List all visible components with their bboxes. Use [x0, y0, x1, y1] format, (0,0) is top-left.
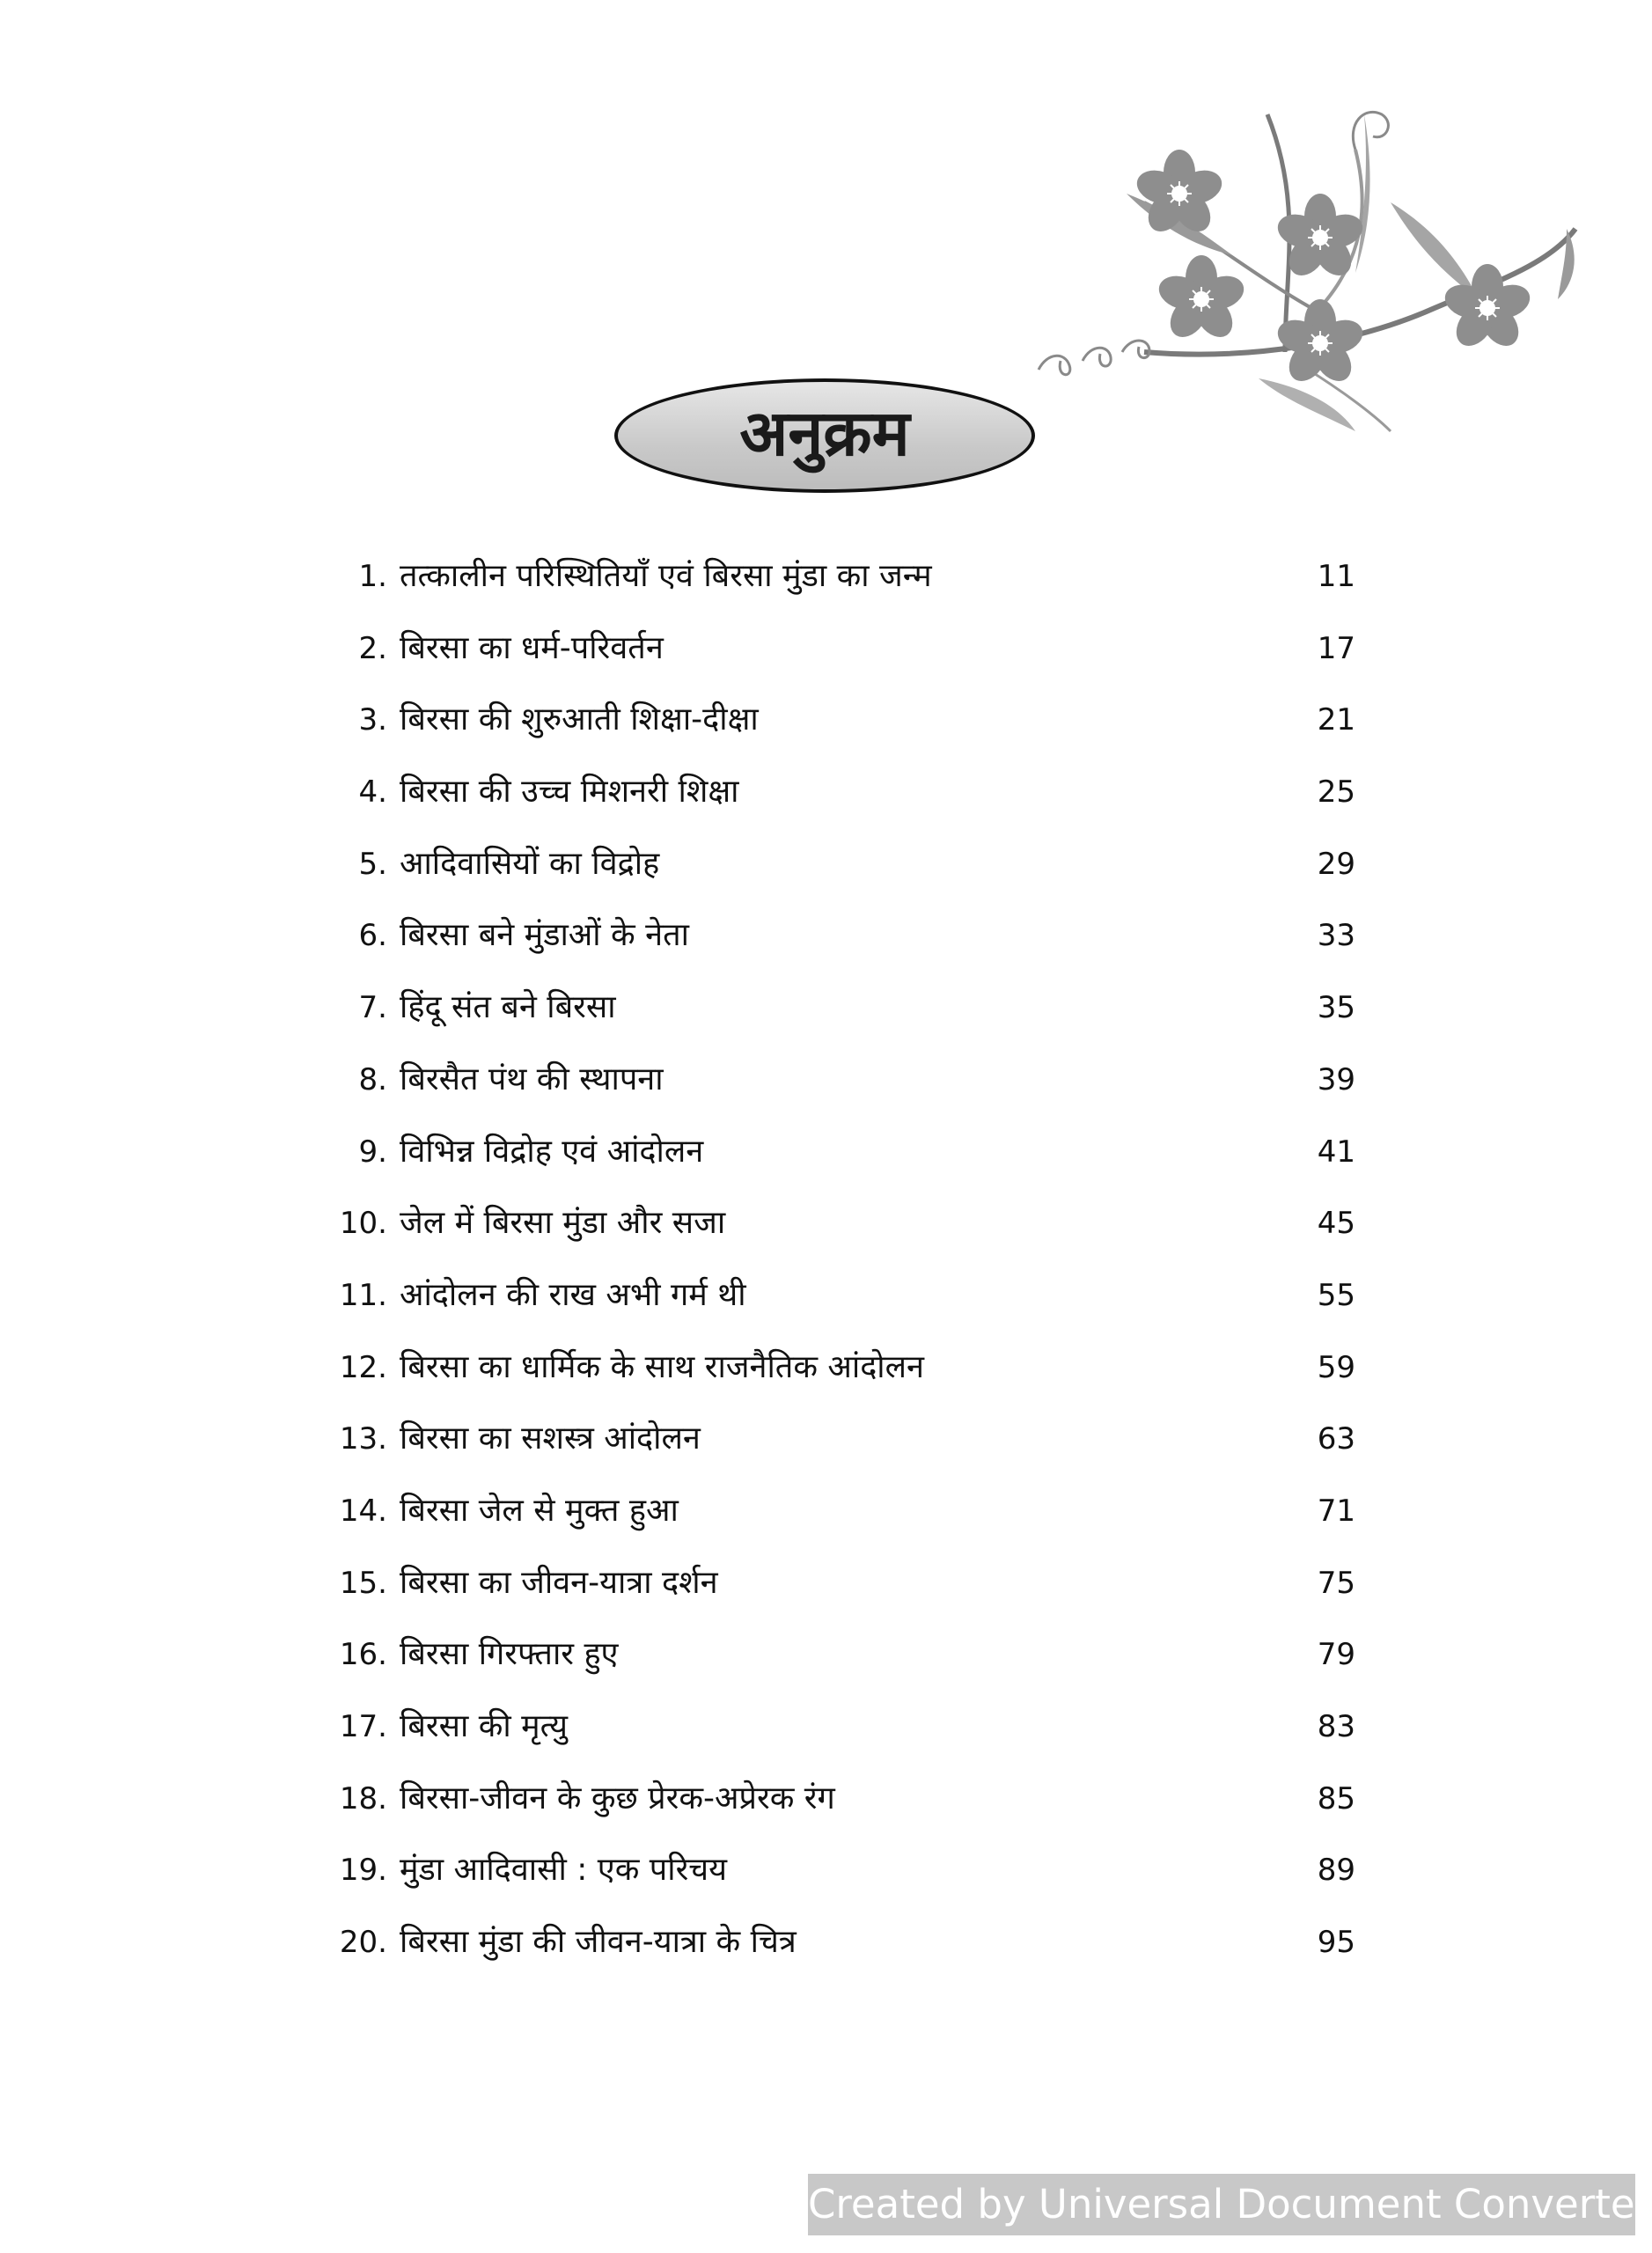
toc-entry-number: 15. — [339, 1565, 387, 1601]
toc-entry-number: 1. — [358, 559, 387, 594]
toc-entry-page-number: 21 — [1317, 702, 1355, 738]
toc-entry — [317, 840, 1355, 913]
toc-entry-number: 13. — [339, 1421, 387, 1457]
toc-entry-page-number: 29 — [1317, 846, 1355, 882]
toc-entry-title: तत्कालीन परिस्थितियाँ एवं बिरसा मुंडा का जन्म — [400, 558, 932, 594]
toc-entry-page-number: 25 — [1317, 774, 1355, 811]
toc-entry-page-number: 55 — [1317, 1277, 1355, 1313]
toc-entry-title: हिंदू संत बने बिरसा — [400, 989, 616, 1026]
toc-entry — [317, 1487, 1355, 1559]
toc-entry-title: बिरसा-जीवन के कुछ प्रेरक-अप्रेरक रंग — [400, 1780, 835, 1816]
floral-ornament — [1021, 97, 1584, 449]
toc-entry — [317, 912, 1355, 984]
toc-entry-page-number: 45 — [1317, 1206, 1355, 1242]
toc-entry — [317, 984, 1355, 1056]
toc-entry-number: 14. — [339, 1493, 387, 1529]
toc-entry-number: 20. — [339, 1925, 387, 1961]
toc-entry — [317, 1559, 1355, 1632]
toc-entry-number: 12. — [339, 1349, 387, 1385]
toc-entry-number: 3. — [358, 702, 387, 738]
toc-entry-title: बिरसा की मृत्यु — [400, 1708, 568, 1744]
toc-entry — [317, 1775, 1355, 1847]
toc-entry — [317, 1344, 1355, 1416]
toc-entry-page-number: 79 — [1317, 1637, 1355, 1673]
toc-entry-page-number: 39 — [1317, 1061, 1355, 1097]
toc-entry-page-number: 71 — [1317, 1493, 1355, 1529]
toc-entry — [317, 1272, 1355, 1344]
toc-entry-number: 16. — [339, 1637, 387, 1673]
toc-entry-number: 19. — [339, 1853, 387, 1889]
toc-entry-title: बिरसैत पंथ की स्थापना — [400, 1060, 664, 1097]
toc-entry-title: बिरसा बने मुंडाओं के नेता — [400, 917, 689, 954]
toc-entry — [317, 768, 1355, 840]
toc-entry-page-number: 41 — [1317, 1134, 1355, 1170]
toc-entry-title: बिरसा मुंडा की जीवन-यात्रा के चित्र — [400, 1924, 797, 1961]
toc-entry-page-number: 89 — [1317, 1853, 1355, 1889]
toc-entry-page-number: 17 — [1317, 630, 1355, 666]
toc-entry-number: 9. — [358, 1134, 387, 1170]
toc-entry-page-number: 75 — [1317, 1565, 1355, 1601]
toc-entry-title: आदिवासियों का विद्रोह — [400, 845, 660, 882]
toc-entry-number: 18. — [339, 1780, 387, 1816]
toc-entry-page-number: 85 — [1317, 1780, 1355, 1816]
toc-entry-page-number: 11 — [1317, 559, 1355, 594]
toc-entry-number: 6. — [358, 918, 387, 954]
toc-entry-title: बिरसा का जीवन-यात्रा दर्शन — [400, 1564, 718, 1601]
toc-entry-title: बिरसा का धार्मिक के साथ राजनैतिक आंदोलन — [400, 1348, 925, 1385]
toc-entry-page-number: 63 — [1317, 1421, 1355, 1457]
toc-entry — [317, 696, 1355, 768]
toc-entry-page-number: 35 — [1317, 990, 1355, 1026]
toc-entry-title: बिरसा का सशस्त्र आंदोलन — [400, 1420, 701, 1457]
toc-entry — [317, 1200, 1355, 1272]
watermark: Created by Universal Document Converter — [808, 2174, 1635, 2235]
toc-entry — [317, 625, 1355, 697]
toc-entry-number: 17. — [339, 1709, 387, 1744]
toc-entry-number: 2. — [358, 630, 387, 666]
toc-entry-number: 4. — [358, 774, 387, 811]
toc-entry — [317, 1631, 1355, 1703]
toc-entry — [317, 1415, 1355, 1487]
toc-entry-title: बिरसा की शुरुआती शिक्षा-दीक्षा — [400, 701, 759, 738]
toc-entry-title: बिरसा जेल से मुक्त हुआ — [400, 1492, 679, 1529]
toc-entry-title: मुंडा आदिवासी : एक परिचय — [400, 1852, 728, 1889]
toc-entry-number: 11. — [339, 1277, 387, 1313]
toc-entry-page-number: 59 — [1317, 1349, 1355, 1385]
title-oval — [614, 378, 1035, 493]
toc-entry-title: जेल में बिरसा मुंडा और सजा — [400, 1205, 726, 1242]
toc-entry-number: 7. — [358, 990, 387, 1026]
toc-entry-page-number: 95 — [1317, 1925, 1355, 1961]
toc-entry — [317, 553, 1355, 625]
toc-entry-number: 10. — [339, 1206, 387, 1242]
toc-entry — [317, 1056, 1355, 1128]
toc-entry-title: बिरसा की उच्च मिशनरी शिक्षा — [400, 774, 739, 811]
toc-entry — [317, 1846, 1355, 1919]
page-title: अनुक्रम — [739, 395, 910, 470]
toc-entry-number: 5. — [358, 846, 387, 882]
toc-entry — [317, 1128, 1355, 1200]
toc-entry-page-number: 33 — [1317, 918, 1355, 954]
toc-entry-title: आंदोलन की राख अभी गर्म थी — [400, 1276, 746, 1313]
table-of-contents — [317, 553, 1355, 1991]
toc-entry-title: बिरसा गिरफ्तार हुए — [400, 1636, 619, 1673]
toc-entry-title: विभिन्न विद्रोह एवं आंदोलन — [400, 1133, 704, 1170]
toc-entry-title: बिरसा का धर्म-परिवर्तन — [400, 629, 664, 666]
toc-entry — [317, 1703, 1355, 1775]
toc-entry — [317, 1919, 1355, 1991]
toc-entry-page-number: 83 — [1317, 1709, 1355, 1744]
toc-entry-number: 8. — [358, 1061, 387, 1097]
